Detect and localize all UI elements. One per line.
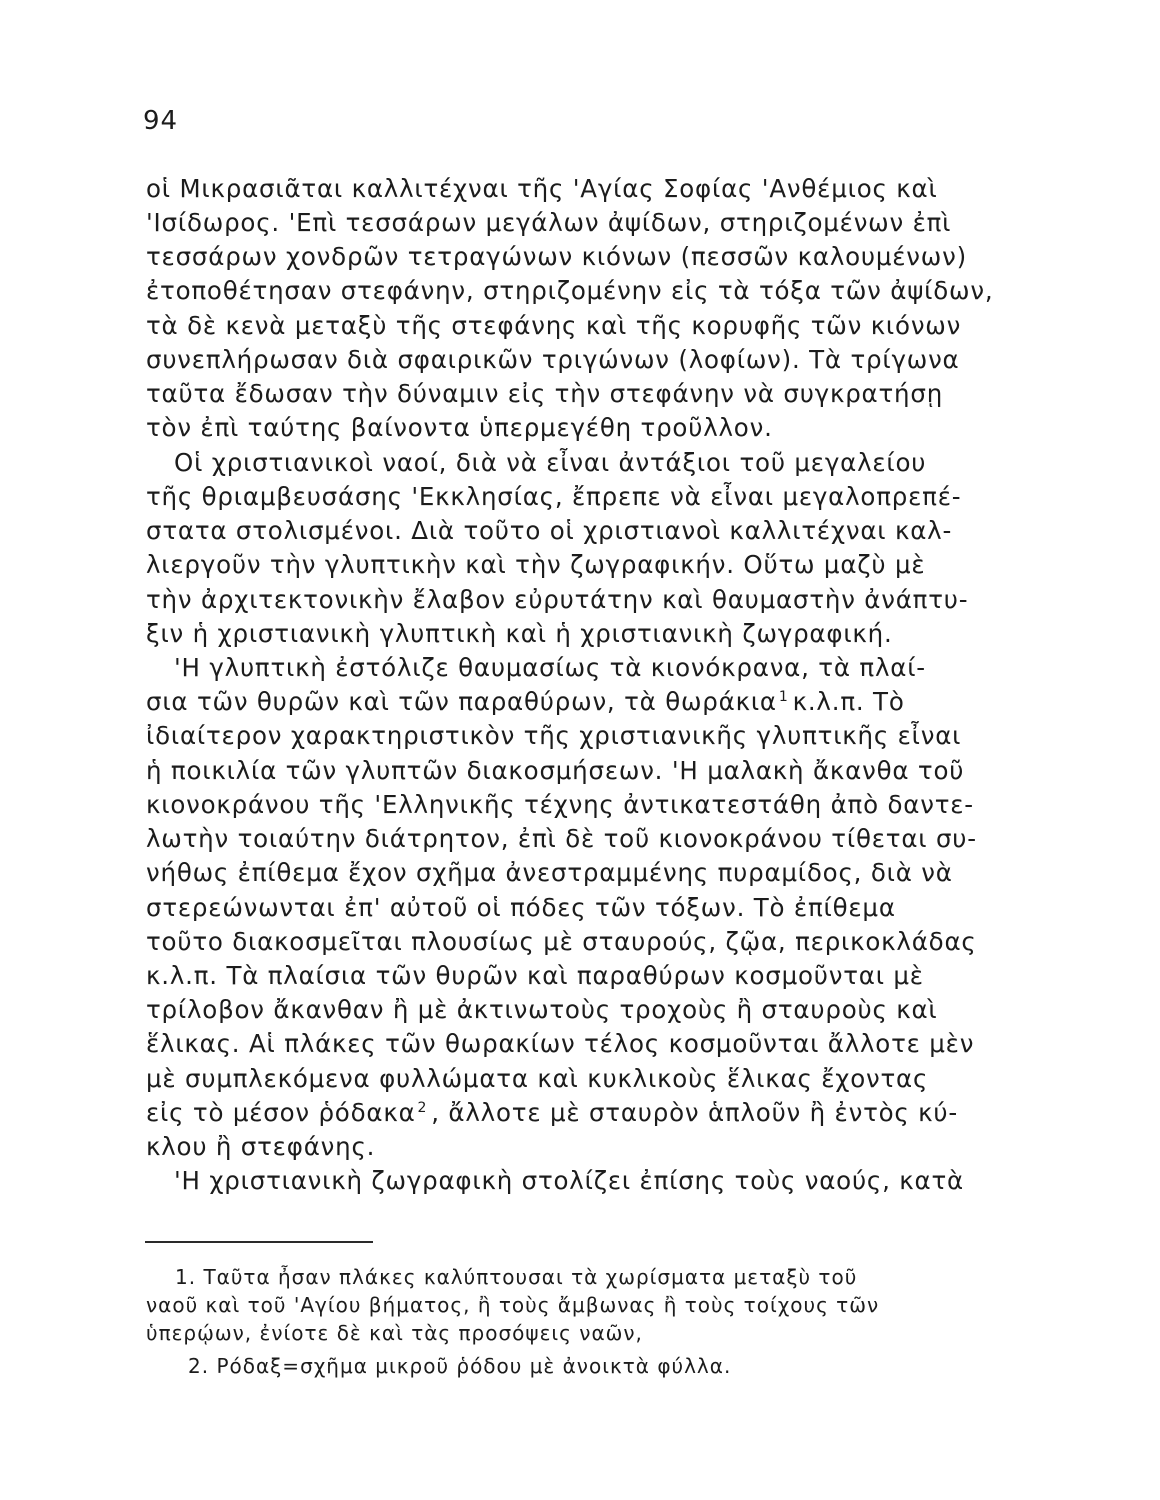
body-line: ξιν ἡ χριστιανικὴ γλυπτικὴ καὶ ἡ χριστιανικὴ ζωγραφική. (146, 619, 893, 648)
body-line: τὰ δὲ κενὰ μεταξὺ τῆς στεφάνης καὶ τῆς κορυφῆς τῶν κιόνων (146, 311, 962, 340)
body-line: οἱ Μικρασιᾶται καλλιτέχναι τῆς 'Αγίας Σοφίας 'Ανθέμιος καὶ (146, 174, 938, 203)
body-line: λιεργοῦν τὴν γλυπτικὴν καὶ τὴν ζωγραφικήν. Οὕτω μαζὺ μὲ (146, 550, 926, 579)
body-line: νήθως ἐπίθεμα ἔχον σχῆμα ἀνεστραμμένης πυραμίδος, διὰ νὰ (146, 858, 953, 887)
body-line: ἰδιαίτερον χαρακτηριστικὸν τῆς χριστιανικῆς γλυπτικῆς εἶναι (146, 721, 962, 750)
body-line: 'Η γλυπτικὴ ἐστόλιζε θαυμασίως τὰ κιονόκρανα, τὰ πλαί- (174, 653, 926, 682)
body-line: στερεώνωνται ἐπ' αὐτοῦ οἱ πόδες τῶν τόξων. Τὸ ἐπίθεμα (146, 893, 896, 922)
body-line: τρίλοβον ἄκανθαν ἢ μὲ ἀκτινωτοὺς τροχοὺς ἢ σταυροὺς καὶ (146, 995, 938, 1024)
body-line: 'Ισίδωρος. 'Επὶ τεσσάρων μεγάλων ἀψίδων, στηριζομένων ἐπὶ (146, 208, 952, 237)
body-line: λωτὴν τοιαύτην διάτρητον, ἐπὶ δὲ τοῦ κιονοκράνου τίθεται συ- (146, 824, 977, 853)
footnote-line: 2. Ρόδαξ=σχῆμα μικροῦ ῥόδου μὲ ἀνοικτὰ φύλλα. (188, 1354, 732, 1378)
body-line: τῆς θριαμβευσάσης 'Εκκλησίας, ἔπρεπε νὰ εἶναι μεγαλοπρεπέ- (146, 482, 962, 511)
footnote-line: ναοῦ καὶ τοῦ 'Αγίου βήματος, ἢ τοὺς ἄμβωνας ἢ τοὺς τοίχους τῶν (146, 1293, 880, 1317)
page-number: 94 (143, 106, 179, 136)
body-line: συνεπλήρωσαν διὰ σφαιρικῶν τριγώνων (λοφίων). Τὰ τρίγωνα (146, 345, 960, 374)
footnote-line: ὑπερῴων, ἐνίοτε δὲ καὶ τὰς προσόψεις ναῶν, (146, 1321, 643, 1345)
footnote-line: 1. Ταῦτα ἦσαν πλάκες καλύπτουσαι τὰ χωρίσματα μεταξὺ τοῦ (175, 1265, 858, 1289)
footnote-ref-2: 2 (417, 1100, 428, 1116)
body-line: ἡ ποικιλία τῶν γλυπτῶν διακοσμήσεων. 'Η μαλακὴ ἄκανθα τοῦ (146, 756, 965, 785)
body-line: τὸν ἐπὶ ταύτης βαίνοντα ὑπερμεγέθη τροῦλλον. (146, 413, 773, 442)
footnote-ref-1: 1 (778, 689, 789, 705)
body-line: στατα στολισμένοι. Διὰ τοῦτο οἱ χριστιανοὶ καλλιτέχναι καλ- (146, 516, 953, 545)
body-line: ἐτοποθέτησαν στεφάνην, στηριζομένην εἰς τὰ τόξα τῶν ἀψίδων, (146, 276, 994, 305)
body-line: ἕλικας. Αἱ πλάκες τῶν θωρακίων τέλος κοσμοῦνται ἄλλοτε μὲν (146, 1029, 975, 1058)
footnote-divider (145, 1241, 373, 1243)
body-line: Οἱ χριστιανικοὶ ναοί, διὰ νὰ εἶναι ἀντάξιοι τοῦ μεγαλείου (174, 448, 927, 477)
body-line: κλου ἢ στεφάνης. (146, 1132, 376, 1161)
body-line: τὴν ἀρχιτεκτονικὴν ἔλαβον εὐρυτάτην καὶ θαυμαστὴν ἀνάπτυ- (146, 585, 969, 614)
body-line: κιονοκράνου τῆς 'Ελληνικῆς τέχνης ἀντικατεστάθη ἀπὸ δαντε- (146, 790, 974, 819)
body-line: τοῦτο διακοσμεῖται πλουσίως μὲ σταυρούς, ζῷα, περικοκλάδας (146, 927, 977, 956)
body-line: ταῦτα ἔδωσαν τὴν δύναμιν εἰς τὴν στεφάνην νὰ συγκρατήσῃ (146, 379, 944, 408)
body-line: 'Η χριστιανικὴ ζωγραφικὴ στολίζει ἐπίσης τοὺς ναούς, κατὰ (174, 1166, 964, 1195)
body-line: κ.λ.π. Τὰ πλαίσια τῶν θυρῶν καὶ παραθύρων κοσμοῦνται μὲ (146, 961, 924, 990)
body-line: μὲ συμπλεκόμενα φυλλώματα καὶ κυκλικοὺς ἕλικας ἔχοντας (146, 1064, 929, 1093)
body-line: τεσσάρων χονδρῶν τετραγώνων κιόνων (πεσσῶν καλουμένων) (146, 242, 967, 271)
body-line: σια τῶν θυρῶν καὶ τῶν παραθύρων, τὰ θωράκια $^1$ κ.λ.π. Τὸ (146, 687, 905, 716)
body-line: εἰς τὸ μέσον ῥόδακα $^2$ , ἄλλοτε μὲ σταυρὸν ἁπλοῦν ἢ ἐντὸς κύ- (146, 1098, 959, 1127)
